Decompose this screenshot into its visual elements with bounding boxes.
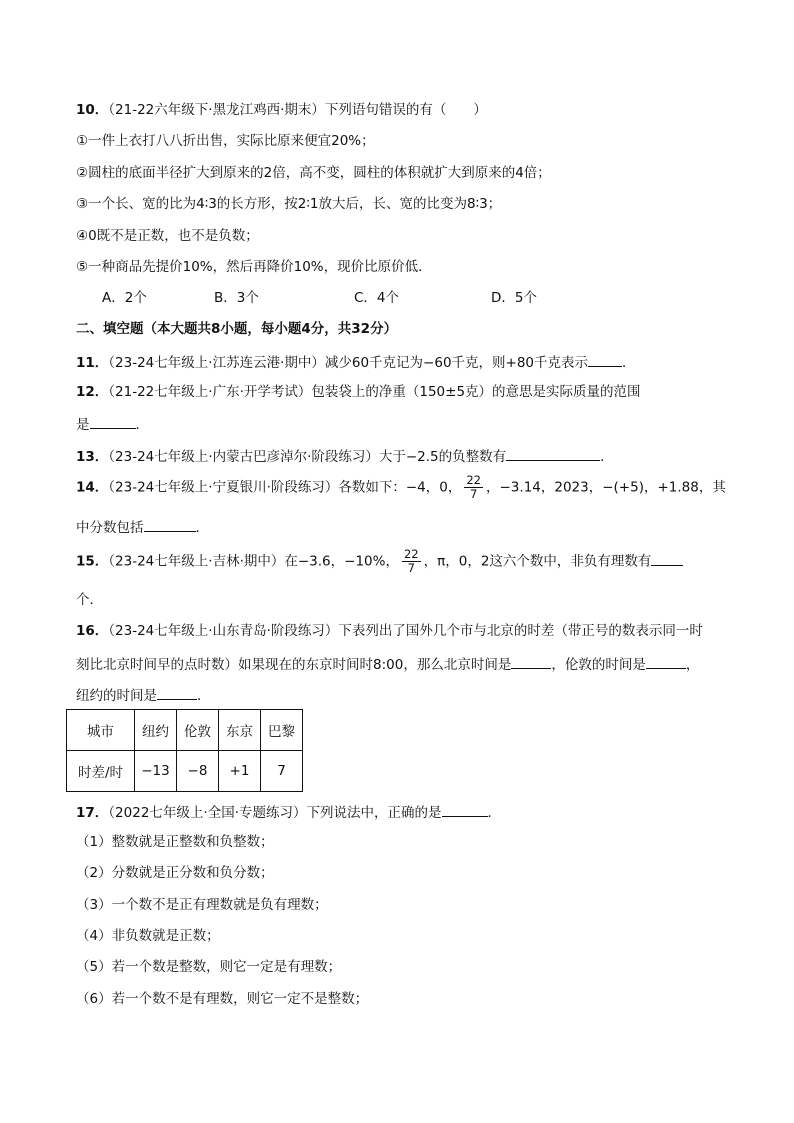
q12-answer-blank[interactable] <box>90 414 136 429</box>
q16-line2 <box>76 654 699 674</box>
q16 <box>76 622 703 640</box>
q14-fraction <box>464 474 483 501</box>
q10-option-c: C．4个 <box>354 290 400 306</box>
q13-answer-blank[interactable] <box>506 446 600 461</box>
q16-line3 <box>76 685 211 705</box>
q15-number: 15． <box>76 553 109 570</box>
q12-end: ． <box>135 417 149 433</box>
q17-item-6: （6）若一个数不是有理数，则它一定不是整数； <box>76 991 369 1007</box>
q16-number: 16． <box>76 623 109 639</box>
q11-number: 11． <box>76 355 109 371</box>
q16-line3-text: 纽约的时间是 <box>76 688 157 704</box>
q14-fraction-denominator: 7 <box>470 487 478 501</box>
q16-line2-b: ，伦敦的时间是 <box>551 657 646 673</box>
q10-stem <box>76 101 487 119</box>
q16-line2-a: 刻比北京时间早的点时数）如果现在的东京时间时8:00，那么北京时间是 <box>76 657 512 673</box>
q10-item-3: ③一个长、宽的比为4∶3的长方形，按2∶1放大后，长、宽的比变为8∶3； <box>76 196 502 212</box>
table-header-cell: 城市 <box>67 710 135 751</box>
q11-answer-blank[interactable] <box>588 352 622 367</box>
q16-text: 下表列出了国外几个市与北京的时差（带正号的数表示同一时 <box>338 623 703 639</box>
q12-source: （21-22七年级上·广东·开学考试） <box>108 384 312 400</box>
q15 <box>76 548 683 575</box>
q17-answer-blank[interactable] <box>442 802 488 817</box>
table-row <box>67 710 303 751</box>
table-header-cell: 东京 <box>219 710 261 751</box>
q14-line2-text: 中分数包括 <box>76 520 144 536</box>
q14-line2 <box>76 517 209 537</box>
table-cell: 时差/时 <box>67 751 135 792</box>
q17-item-2: （2）分数就是正分数和负分数； <box>76 865 274 881</box>
table-header-cell: 巴黎 <box>261 710 303 751</box>
q15-fraction <box>402 548 421 575</box>
q15-text-a: 在−3.6，−10%， <box>284 553 399 570</box>
q13 <box>76 446 614 466</box>
q10-stem-text: 下列语句错误的有（ ） <box>324 102 487 118</box>
q10-item-5: ⑤一种商品先提价10%，然后再降价10%，现价比原价低． <box>76 259 432 275</box>
q14-source: （23-24七年级上·宁夏银川·阶段练习） <box>108 479 339 496</box>
table-cell: −8 <box>177 751 219 792</box>
q15-text-b: ，π，0，2这六个数中，非负有理数有 <box>423 553 652 570</box>
section-heading: 二、填空题（本大题共8小题，每小题4分，共32分） <box>76 321 398 337</box>
q15-line2: 个． <box>76 592 103 608</box>
q11-text: 减少60千克记为−60千克，则+80千克表示 <box>324 355 589 371</box>
q14-end: ． <box>195 520 209 536</box>
time-difference-table <box>66 709 303 792</box>
q12 <box>76 383 641 401</box>
q14-number: 14． <box>76 479 109 496</box>
q15-fraction-numerator: 22 <box>403 547 419 561</box>
q10-item-2: ②圆柱的底面半径扩大到原来的2倍，高不变，圆柱的体积就扩大到原来的4倍； <box>76 165 551 181</box>
q17-number: 17． <box>76 805 109 821</box>
q11-end: ． <box>622 355 636 371</box>
q10-item-4: ④0既不是正数，也不是负数； <box>76 228 259 244</box>
q11 <box>76 352 636 372</box>
q17-text: 下列说法中，正确的是 <box>306 805 442 821</box>
q15-fraction-denominator: 7 <box>407 561 415 575</box>
table-cell: −13 <box>135 751 177 792</box>
q16-source: （23-24七年级上·山东青岛·阶段练习） <box>108 623 339 639</box>
q11-source: （23-24七年级上·江苏连云港·期中） <box>108 355 325 371</box>
q17-item-5: （5）若一个数是整数，则它一定是有理数； <box>76 959 342 975</box>
q10-option-d: D．5个 <box>491 290 537 306</box>
q14-fraction-numerator: 22 <box>466 473 481 487</box>
q17 <box>76 802 501 822</box>
q13-number: 13． <box>76 449 109 465</box>
q17-source: （2022七年级上·全国·专题练习） <box>108 805 307 821</box>
q14-text-b: ，−3.14，2023，−(+5)，+1.88，其 <box>486 479 726 496</box>
q17-item-4: （4）非负数就是正数； <box>76 928 220 944</box>
q14 <box>76 474 726 501</box>
table-header-cell: 伦敦 <box>177 710 219 751</box>
q17-item-3: （3）一个数不是正有理数就是负有理数； <box>76 897 328 913</box>
q10-source: （21-22六年级下·黑龙江鸡西·期末） <box>108 102 325 118</box>
q13-text: 大于−2.5的负整数有 <box>378 449 507 465</box>
q16-london-blank[interactable] <box>646 654 686 669</box>
q10-option-a: A．2个 <box>102 290 147 306</box>
q12-line2 <box>76 414 149 434</box>
table-row <box>67 751 303 792</box>
q14-answer-blank[interactable] <box>144 517 196 532</box>
q10-option-b: B．3个 <box>214 290 259 306</box>
q13-source: （23-24七年级上·内蒙古巴彦淖尔·阶段练习） <box>108 449 379 465</box>
table-cell: 7 <box>261 751 303 792</box>
q15-source: （23-24七年级上·吉林·期中） <box>108 553 285 570</box>
q12-line2-text: 是 <box>76 417 90 433</box>
q16-beijing-blank[interactable] <box>511 654 551 669</box>
q12-number: 12． <box>76 384 109 400</box>
q17-end: ． <box>487 805 501 821</box>
table-cell: +1 <box>219 751 261 792</box>
q15-answer-blank[interactable] <box>651 551 683 566</box>
table-header-cell: 纽约 <box>135 710 177 751</box>
q14-text-a: 各数如下：−4，0， <box>338 479 462 496</box>
q13-end: ． <box>600 449 614 465</box>
q16-end: ． <box>197 688 211 704</box>
q12-text: 包装袋上的净重（150±5克）的意思是实际质量的范围 <box>311 384 641 400</box>
q16-newyork-blank[interactable] <box>157 685 197 700</box>
q16-line2-c: ， <box>685 657 700 673</box>
q10-item-1: ①一件上衣打八八折出售，实际比原来便宜20%； <box>76 133 375 149</box>
q17-item-1: （1）整数就是正整数和负整数； <box>76 834 274 850</box>
q10-number: 10． <box>76 102 109 118</box>
